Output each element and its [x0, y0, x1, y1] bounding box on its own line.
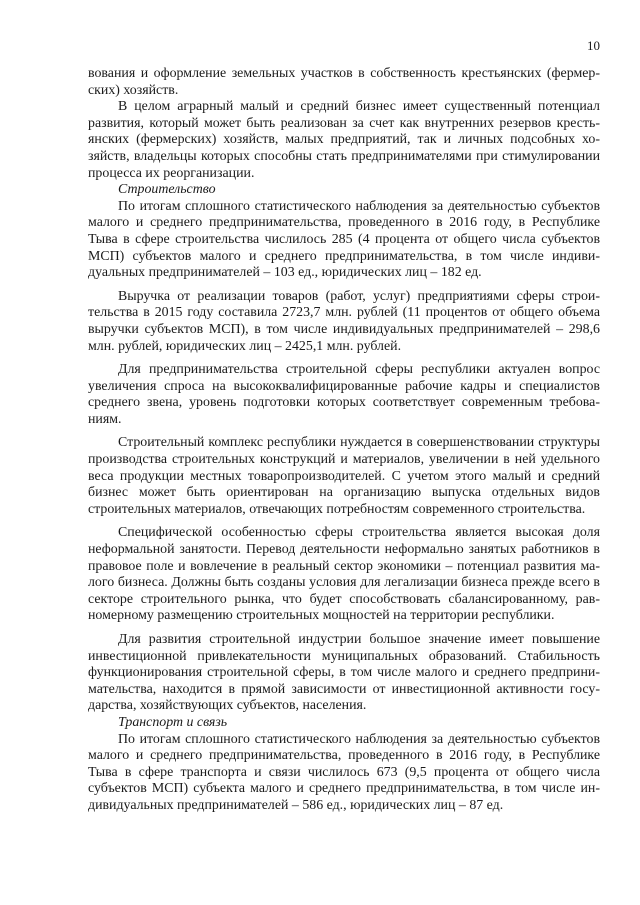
paragraph-land-registration: вования и оформление земельных участков в собственность крестьянских (фермерских) хозяйств. — [88, 66, 600, 98]
section-heading-transport: Транспорт и связь — [118, 714, 228, 730]
paragraph-informal-employment: Специфической особенностью сферы строительства является высокая доля неформальной занятости. Перевод деятельности неформально занятых работников в правовое поле и вовлечение в реальный сектор экономики – потенциал развития малого бизнеса. Должны быть созданы условия для легализации бизнеса прежде всего в секторе строительного рынка, что будет способствовать сбалансированному, равномерному размещению строительных мощностей на территории республики. — [88, 525, 600, 624]
paragraph-qualified-personnel: Для предпринимательства строительной сферы республики актуален вопрос увеличения спроса на высококвалифицированные рабочие кадры и специалистов среднего звена, уровень подготовки которых соответствует современным требованиям. — [88, 362, 600, 427]
section-heading-construction: Строительство — [118, 182, 216, 198]
paragraph-agrarian-potential: В целом аграрный малый и средний бизнес имеет существенный потенциал развития, который может быть реализован за счет как внутренних резервов крестьянских (фермерских) хозяйств, малых предприятий, так и личных подсобных хозяйств, владельцы которых способны стать предпринимателями при стимулировании процесса их реорганизации. — [88, 99, 600, 181]
page-number: 10 — [587, 38, 600, 53]
paragraph-construction-census: По итогам сплошного статистического наблюдения за деятельностью субъектов малого и среднего предпринимательства, проведенного в 2016 году, в Республике Тыва в сфере строительства числилось 285 (4 процента от общего числа субъектов МСП) субъектов малого и среднего предпринимательства, в том числе индивидуальных предпринимателей – 103 ед., юридических лиц – 182 ед. — [88, 198, 600, 281]
document-body — [88, 66, 600, 815]
paragraph-investment-attractiveness: Для развития строительной индустрии большое значение имеет повышение инвестиционной привлекательности муниципальных образований. Стабильность функционирования строительной сферы, в том числе малого и среднего предпринимательства, находится в прямой зависимости от инвестиционной активности государства, хозяйствующих субъектов, населения. — [88, 632, 600, 714]
paragraph-transport-census: По итогам сплошного статистического наблюдения за деятельностью субъектов малого и среднего предпринимательства, проведенного в 2016 году, в Республике Тыва в сфере транспорта и связи числилось 673 (9,5 процента от общего числа субъектов МСП) субъекта малого и среднего предпринимательства, в том числе индивидуальных предпринимателей – 586 ед., юридических лиц – 87 ед. — [88, 731, 600, 813]
paragraph-construction-revenue: Выручка от реализации товаров (работ, услуг) предприятиями сферы строительства в 2015 году составила 2723,7 млн. рублей (11 процентов от общего объема выручки субъектов МСП), в том числе индивидуальных предпринимателей – 298,6 млн. рублей, юридических лиц – 2425,1 млн. рублей. — [88, 288, 600, 354]
paragraph-building-complex: Строительный комплекс республики нуждается в совершенствовании структуры производства строительных конструкций и материалов, увеличении в ней удельного веса продукции местных товаропроизводителей. С учетом этого малый и средний бизнес может быть ориентирован на организацию выпуска отдельных видов строительных материалов, отвечающих потребностям современного строительства. — [88, 435, 600, 517]
